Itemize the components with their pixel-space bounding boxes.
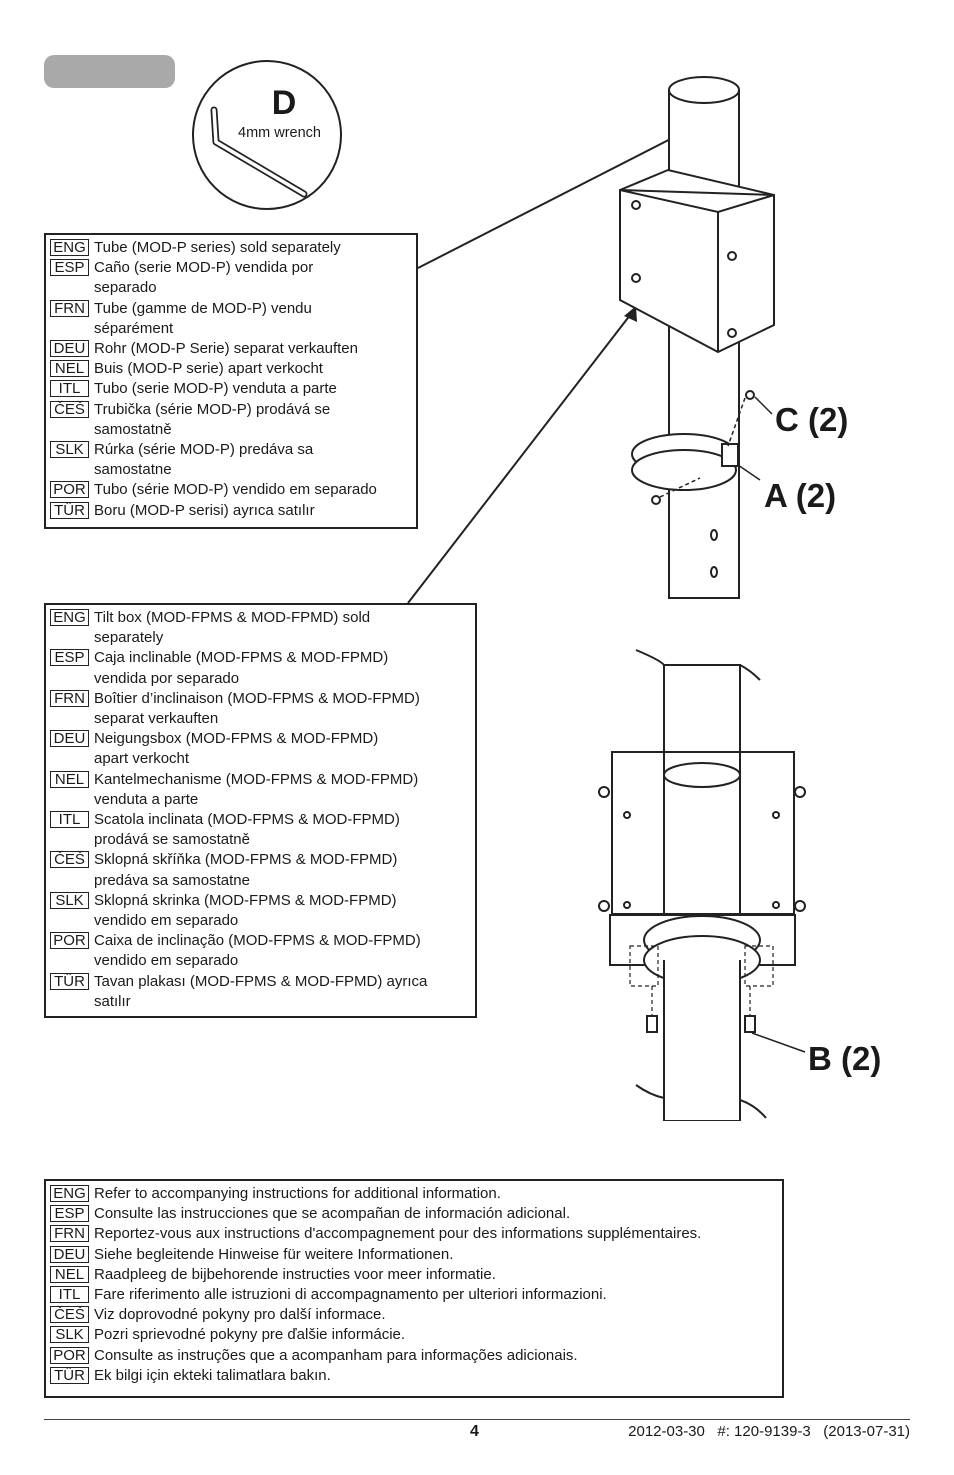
legend-text: Boîtier d’inclinaison (MOD-FPMS & MOD-FPMD) separat verkauften	[94, 689, 420, 728]
language-code: POR	[50, 481, 89, 498]
callout-b: B (2)	[808, 1040, 882, 1077]
language-code: FRN	[50, 1225, 89, 1242]
legend-text: Refer to accompanying instructions for additional information.	[94, 1185, 501, 1202]
language-code: ITL	[50, 1286, 89, 1303]
wrench-letter: D	[271, 84, 297, 122]
legend-text: Siehe begleitende Hinweise für weitere Informationen.	[94, 1245, 454, 1263]
language-code: FRN	[50, 300, 89, 317]
legend-text: Tavan plakası (MOD-FPMS & MOD-FPMD) ayrıca satılır	[94, 972, 428, 1010]
language-code: NEL	[50, 1266, 89, 1283]
legend-text: Rohr (MOD-P Serie) separat verkauften	[94, 340, 358, 358]
legend-text: Consulte as instruções que a acompanham para informações adicionais.	[94, 1346, 578, 1364]
callout-a: A (2)	[764, 477, 837, 514]
leader-b	[752, 1033, 805, 1052]
legend-text: Fare riferimento alle istruzioni di accompagnamento per ulteriori informazioni.	[94, 1286, 607, 1304]
tilt-box-top	[620, 170, 774, 352]
language-code: ESP	[50, 259, 89, 276]
language-code: POR	[50, 1347, 89, 1364]
wrench-caption: 4mm wrench	[238, 125, 321, 141]
language-code: ČEŠ	[50, 1306, 89, 1323]
legend-text: Sklopná skrinka (MOD-FPMS & MOD-FPMD) vendido em separado	[94, 891, 397, 930]
language-code: ESP	[50, 649, 89, 666]
language-code: ČEŠ	[50, 401, 89, 418]
language-code: SLK	[50, 892, 89, 909]
legend-text: Tubo (serie MOD-P) venduta a parte	[94, 380, 337, 398]
legend-text: Reportez-vous aux instructions d'accompagnement pour des informations supplémentaires.	[94, 1225, 702, 1243]
legend-text: Raadpleeg de bijbehorende instructies voor meer informatie.	[94, 1265, 496, 1283]
language-code: ENG	[50, 609, 89, 626]
legend-text: Viz doprovodné pokyny pro další informace.	[94, 1306, 386, 1324]
legend-text: Caixa de inclinação (MOD-FPMS & MOD-FPMD) vendido em separado	[94, 932, 421, 970]
legend-text: Buis (MOD-P serie) apart verkocht	[94, 360, 323, 378]
language-code: ESP	[50, 1205, 89, 1222]
language-code: TÜR	[50, 502, 89, 519]
legend-text: Tilt box (MOD-FPMS & MOD-FPMD) sold separately	[94, 609, 371, 647]
language-code: DEU	[50, 1246, 89, 1263]
legend-text: Caño (serie MOD-P) vendida por separado	[94, 259, 314, 297]
legend-text: Tubo (série MOD-P) vendido em separado	[94, 481, 377, 499]
legend-text: Scatola inclinata (MOD-FPMS & MOD-FPMD) prodává se samostatně	[94, 811, 400, 849]
language-code: ITL	[50, 811, 89, 828]
language-code: NEL	[50, 771, 89, 788]
language-code: ENG	[50, 239, 89, 256]
language-code: ČEŠ	[50, 851, 89, 868]
language-code: TÜR	[50, 1367, 89, 1384]
language-code: ENG	[50, 1185, 89, 1202]
language-code: NEL	[50, 360, 89, 377]
legend-text: Caja inclinable (MOD-FPMS & MOD-FPMD) vendida por separado	[94, 649, 389, 687]
language-code: TÜR	[50, 973, 89, 990]
legend-text: Tube (MOD-P series) sold separately	[94, 239, 341, 256]
language-code: SLK	[50, 441, 89, 458]
legend-text: Tube (gamme de MOD-P) vendu séparément	[94, 299, 312, 337]
language-code: SLK	[50, 1326, 89, 1343]
language-code: FRN	[50, 690, 89, 707]
footer-rule	[44, 1419, 910, 1420]
legend-text: Ek bilgi için ekteki talimatlara bakın.	[94, 1366, 331, 1384]
legend-text: Consulte las instrucciones que se acompañan de información adicional.	[94, 1205, 571, 1223]
page-number: 4	[470, 1423, 479, 1440]
legend-text: Neigungsbox (MOD-FPMS & MOD-FPMD) apart verkocht	[94, 730, 379, 768]
legend-text: Trubička (série MOD-P) prodává se samostatně	[94, 400, 331, 438]
legend-text: Kantelmechanisme (MOD-FPMS & MOD-FPMD) venduta a parte	[94, 770, 419, 808]
callout-c: C (2)	[775, 401, 849, 438]
legend-text: Boru (MOD-P serisi) ayrıca satılır	[94, 501, 315, 519]
language-code: ITL	[50, 380, 89, 397]
leader-a	[738, 465, 760, 480]
language-code: POR	[50, 932, 89, 949]
legend-text: Sklopná skříňka (MOD-FPMS & MOD-FPMD) predáva sa samostatne	[94, 851, 398, 889]
language-code: DEU	[50, 730, 89, 747]
language-code: DEU	[50, 340, 89, 357]
leader-c	[755, 397, 772, 414]
legend-text: Pozri sprievodné pokyny pre ďalšie informácie.	[94, 1326, 406, 1344]
footer-info: 2012-03-30 #: 120-9139-3 (2013-07-31)	[628, 1423, 910, 1440]
legend-text: Rúrka (série MOD-P) predáva sa samostatne	[94, 441, 314, 479]
leader-line-tilt	[408, 310, 634, 603]
